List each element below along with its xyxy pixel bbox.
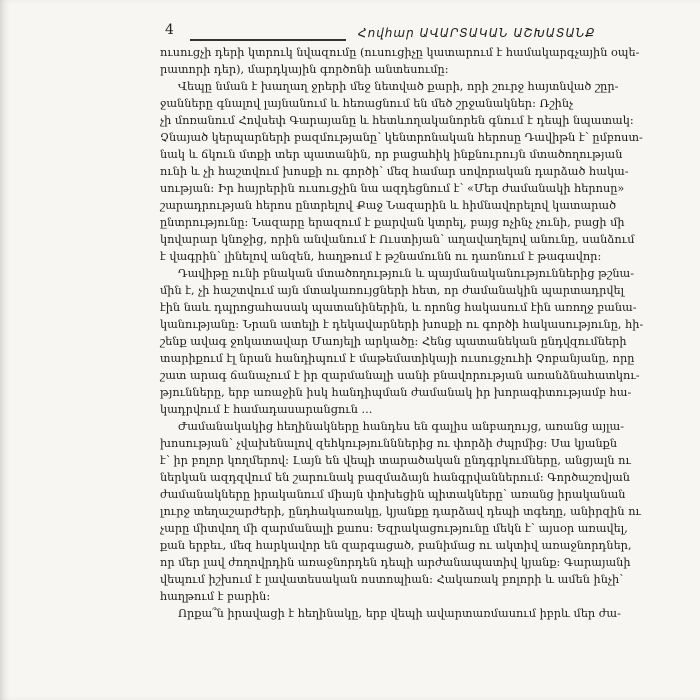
- paragraph: [160, 265, 644, 418]
- text-line: շենք ավագ ջոկատավար Մաոյելի արկածը: Հենց պատանեկան ընդվզումների: [160, 335, 627, 348]
- text-line: ընտրությունը: Նազարը երազում է քարվան կտրել, բայց ոչինչ չունի, բացի մի: [160, 216, 625, 229]
- paragraph: [160, 78, 643, 265]
- running-head: Հովհար ԱՎԱՐՏԱԿԱՆ ԱՇԽԱՏԱՆՔ: [358, 26, 596, 40]
- text-line: չարը միտվող մի զարմանալի քաոս: Եզրակացությունը մեկն է՝ այսօր առավել,: [160, 522, 628, 535]
- paragraph: [160, 418, 641, 605]
- page-header: [0, 8, 700, 48]
- text-line: է վագրին՝ լինելով անզեն, հաղթում է թշնամունն ու դառնում է թագավոր:: [160, 250, 602, 263]
- text-line: ժամանակները իրականում միայն փոխեցին պիտակները՝ առանց իրականան: [160, 488, 626, 501]
- text-line: մին է, չի հաշտվում այն մտակառույցների հետ, որ ժամանակին պարտադրվել: [160, 284, 625, 297]
- text-line: Որքա՞ն իրավացի է հեղինակը, երբ վեպի ավարտառմասում իբրև մեր ժա-: [178, 607, 621, 620]
- page-number: 4: [165, 22, 174, 38]
- text-line: նակ և ճկուն մտքի տեր պատանին, որ բացահիկ ինքնուրույն մտածողության: [160, 148, 623, 161]
- text-line: թյունները, երբ առաջին իսկ հանդիպման ժամանակ իր խորագիտությամբ հա-: [160, 386, 632, 399]
- text-line: շարադրության հերոս ընտրելով Քաջ Նազարին և հիմնավորելով կատարած: [160, 199, 617, 212]
- text-line: շատ արագ ճանաչում է իր զարմանալի սանի բնավորության առանձնահատկու-: [160, 369, 640, 382]
- text-line: չի մոռանում Հովսեփ Գարայանը և հետևողականորեն գնում է դեպի նպատակ:: [160, 114, 634, 127]
- text-line: ներկան ազդզվում են շարունակ բազմաձայն հանգրվաններում: Գործաշռվյան: [160, 471, 630, 484]
- text-line: էին նաև դպրոցահասակ պատանիներին, և որոնց հակասում էին առողջ բանա-: [160, 301, 637, 314]
- text-line: ջանները գնալով լայնանում և հեռացնում են մեծ շրջանակներ: Ռշինչ: [160, 97, 574, 110]
- header-rule: [190, 39, 346, 41]
- text-line: որ մեր լավ ժողովրդին առաջնորդեն դեպի արժանապատիվ կյանք: Գարայանի: [160, 556, 631, 569]
- paragraph: [160, 605, 621, 622]
- text-line: Չնայած կերպարների բազմությանը՝ կենտրոնական հերոսը Դավիթն է՝ ըմբոստ-: [160, 131, 643, 144]
- text-line: Դավիթը ունի բնական մտածողություն և պայմանականություններից թշնա-: [178, 267, 635, 280]
- text-line: Վեպը նման է խաղաղ ջրերի մեջ նետված քարի, որի շուրջ հայտնված շըր-: [178, 80, 619, 93]
- text-line: սության: Իր հայրերին ուսուցչին նա ազդեցնում է՝ «Մեր ժամանակի հերոսը»: [160, 182, 625, 195]
- text-line: է՝ իր բոլոր կողմերով: Լայն են վեպի տարածական ընդգրկումները, անցյալն ու: [160, 454, 631, 467]
- text-line: հաղթում է բարին:: [160, 590, 271, 603]
- text-line: կանությանը: Նրան ատելի է դեկավարների խոսքի ու գործի հակասությունը, հի-: [160, 318, 644, 331]
- text-line: կովարար կնոջից, որին անվանում է Ուստիյան՝ աղավաղելով անունը, սանձում: [160, 233, 635, 246]
- text-line: Ժամանակակից հեղինակները հանդես են գալիս անբաղույց, առանց այլա-: [178, 420, 625, 433]
- text-line: լուրջ տեղաշարժերի, ընդհակառակը, կյանքը դարձավ դեպի տգեղը, անիրզին ու: [160, 505, 641, 518]
- text-line: կադրվում է համադասարանցուն ...: [160, 403, 373, 416]
- text-line: քան երբեւ, մեզ հարկավոր են զարգացած, բանիմաց ու ակտիվ առաջնորդներ,: [160, 539, 632, 552]
- text-line: խոսության՝ չվախենալով զեհկությունններից ու փորձի ժպրմից: Սա կյանքն: [160, 437, 618, 450]
- paragraph: [160, 44, 640, 78]
- text-line: ուսուցչի դերի կտրուկ նվազումը (ուսուցիչը կատարում է համակարգչային օպե-: [160, 46, 640, 59]
- text-line: վեպում իշխում է լավատեսական ոստոպիան: Հակառակ բոլորի և ամեն ինչի՝: [160, 573, 624, 586]
- text-line: ունի և չի հաշտվում խոսքի ու գործի՝ մեզ համար սովորական դարձած հակա-: [160, 165, 629, 178]
- text-line: րատորի դեր), մարդկային գործոնի անտեսումը:: [160, 63, 449, 76]
- text-line: տարիքում էլ նրան հանդիպում է մաթեմատիկայի ուսուցչուհի Չոբանյանը, որը: [160, 352, 635, 365]
- body-text: [160, 44, 644, 622]
